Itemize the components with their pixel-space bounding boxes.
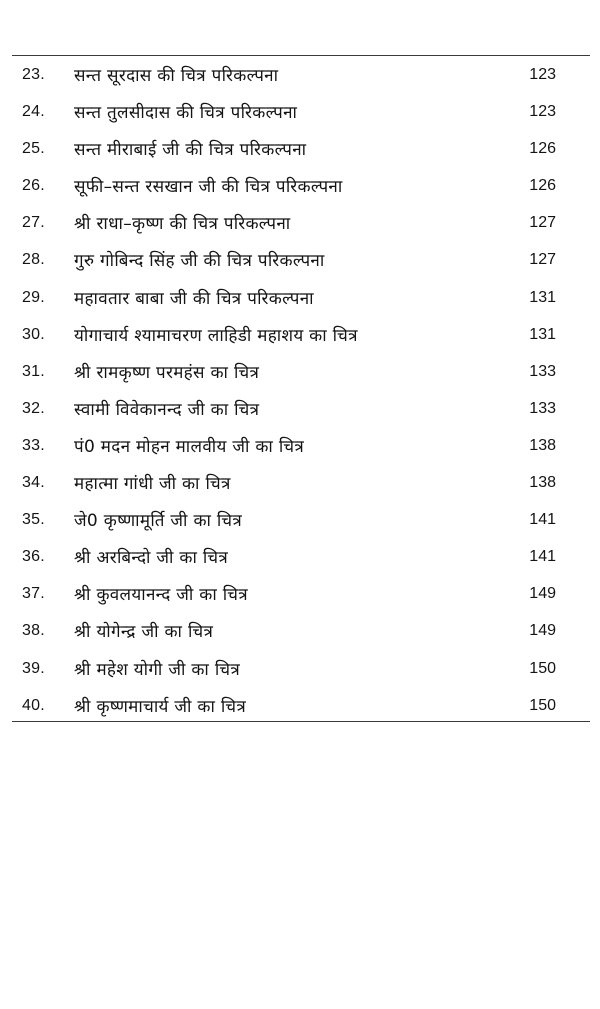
entry-title: श्री रामकृष्ण परमहंस का चित्र — [74, 362, 260, 383]
entry-page-number: 141 — [529, 548, 556, 566]
toc-entry — [0, 205, 600, 242]
bottom-rule — [12, 721, 590, 722]
entry-number: 36. — [22, 548, 45, 566]
toc-entry — [0, 391, 600, 428]
entry-title: श्री अरबिन्दो जी का चित्र — [74, 548, 229, 569]
entry-page-number: 123 — [529, 103, 556, 121]
toc-entry — [0, 688, 600, 725]
entry-number: 31. — [22, 362, 45, 380]
toc-entry — [0, 131, 600, 168]
entry-page-number: 150 — [529, 659, 556, 677]
toc-entry — [0, 539, 600, 576]
entry-title: महावतार बाबा जी की चित्र परिकल्पना — [74, 288, 314, 309]
toc-entry — [0, 94, 600, 131]
entry-number: 32. — [22, 399, 45, 417]
toc-entry — [0, 242, 600, 279]
toc-entry — [0, 465, 600, 502]
entry-page-number: 127 — [529, 251, 556, 269]
toc-entry — [0, 576, 600, 613]
entry-number: 33. — [22, 436, 45, 454]
entry-number: 25. — [22, 140, 45, 158]
toc-entry — [0, 502, 600, 539]
entry-title: पं0 मदन मोहन मालवीय जी का चित्र — [74, 436, 305, 457]
entry-number: 23. — [22, 66, 45, 83]
entry-title: श्री योगेन्द्र जी का चित्र — [74, 622, 214, 643]
entry-page-number: 138 — [529, 436, 556, 454]
entry-page-number: 149 — [529, 622, 556, 640]
entry-page-number: 150 — [529, 696, 556, 714]
entry-number: 29. — [22, 288, 45, 306]
entry-title: गुरु गोबिन्द सिंह जी की चित्र परिकल्पना — [74, 251, 325, 272]
entry-number: 40. — [22, 696, 45, 714]
entry-number: 38. — [22, 622, 45, 640]
entry-page-number: 131 — [529, 325, 556, 343]
entry-number: 30. — [22, 325, 45, 343]
toc-entry — [0, 428, 600, 465]
entry-page-number: 133 — [529, 362, 556, 380]
toc-entry — [0, 651, 600, 688]
toc-entry — [0, 280, 600, 317]
entry-page-number: 123 — [529, 66, 556, 83]
entry-title: सन्त मीराबाई जी की चित्र परिकल्पना — [74, 140, 307, 161]
entry-number: 24. — [22, 103, 45, 121]
entry-number: 35. — [22, 511, 45, 529]
toc-entry — [0, 57, 600, 94]
entry-title: श्री महेश योगी जी का चित्र — [74, 659, 241, 680]
top-rule — [12, 55, 590, 56]
table-of-contents — [0, 57, 600, 725]
entry-title: सूफी–सन्त रसखान जी की चित्र परिकल्पना — [74, 177, 343, 198]
entry-page-number: 131 — [529, 288, 556, 306]
entry-title: श्री कुवलयानन्द जी का चित्र — [74, 585, 248, 606]
entry-number: 39. — [22, 659, 45, 677]
entry-page-number: 127 — [529, 214, 556, 232]
entry-title: सन्त सूरदास की चित्र परिकल्पना — [74, 66, 279, 86]
entry-number: 27. — [22, 214, 45, 232]
entry-page-number: 126 — [529, 177, 556, 195]
entry-page-number: 133 — [529, 399, 556, 417]
entry-number: 34. — [22, 474, 45, 492]
entry-page-number: 138 — [529, 474, 556, 492]
entry-title: योगाचार्य श्यामाचरण लाहिडी महाशय का चित्र — [74, 325, 358, 346]
entry-title: श्री कृष्णमाचार्य जी का चित्र — [74, 696, 247, 717]
entry-title: स्वामी विवेकानन्द जी का चित्र — [74, 399, 260, 420]
entry-page-number: 149 — [529, 585, 556, 603]
toc-entry — [0, 354, 600, 391]
toc-entry — [0, 317, 600, 354]
toc-entry — [0, 168, 600, 205]
toc-entry — [0, 613, 600, 650]
entry-page-number: 126 — [529, 140, 556, 158]
entry-number: 26. — [22, 177, 45, 195]
entry-number: 37. — [22, 585, 45, 603]
entry-title: महात्मा गांधी जी का चित्र — [74, 474, 231, 495]
entry-title: श्री राधा–कृष्ण की चित्र परिकल्पना — [74, 214, 291, 235]
entry-title: सन्त तुलसीदास की चित्र परिकल्पना — [74, 103, 298, 124]
entry-number: 28. — [22, 251, 45, 269]
entry-page-number: 141 — [529, 511, 556, 529]
entry-title: जे0 कृष्णामूर्ति जी का चित्र — [74, 511, 243, 532]
